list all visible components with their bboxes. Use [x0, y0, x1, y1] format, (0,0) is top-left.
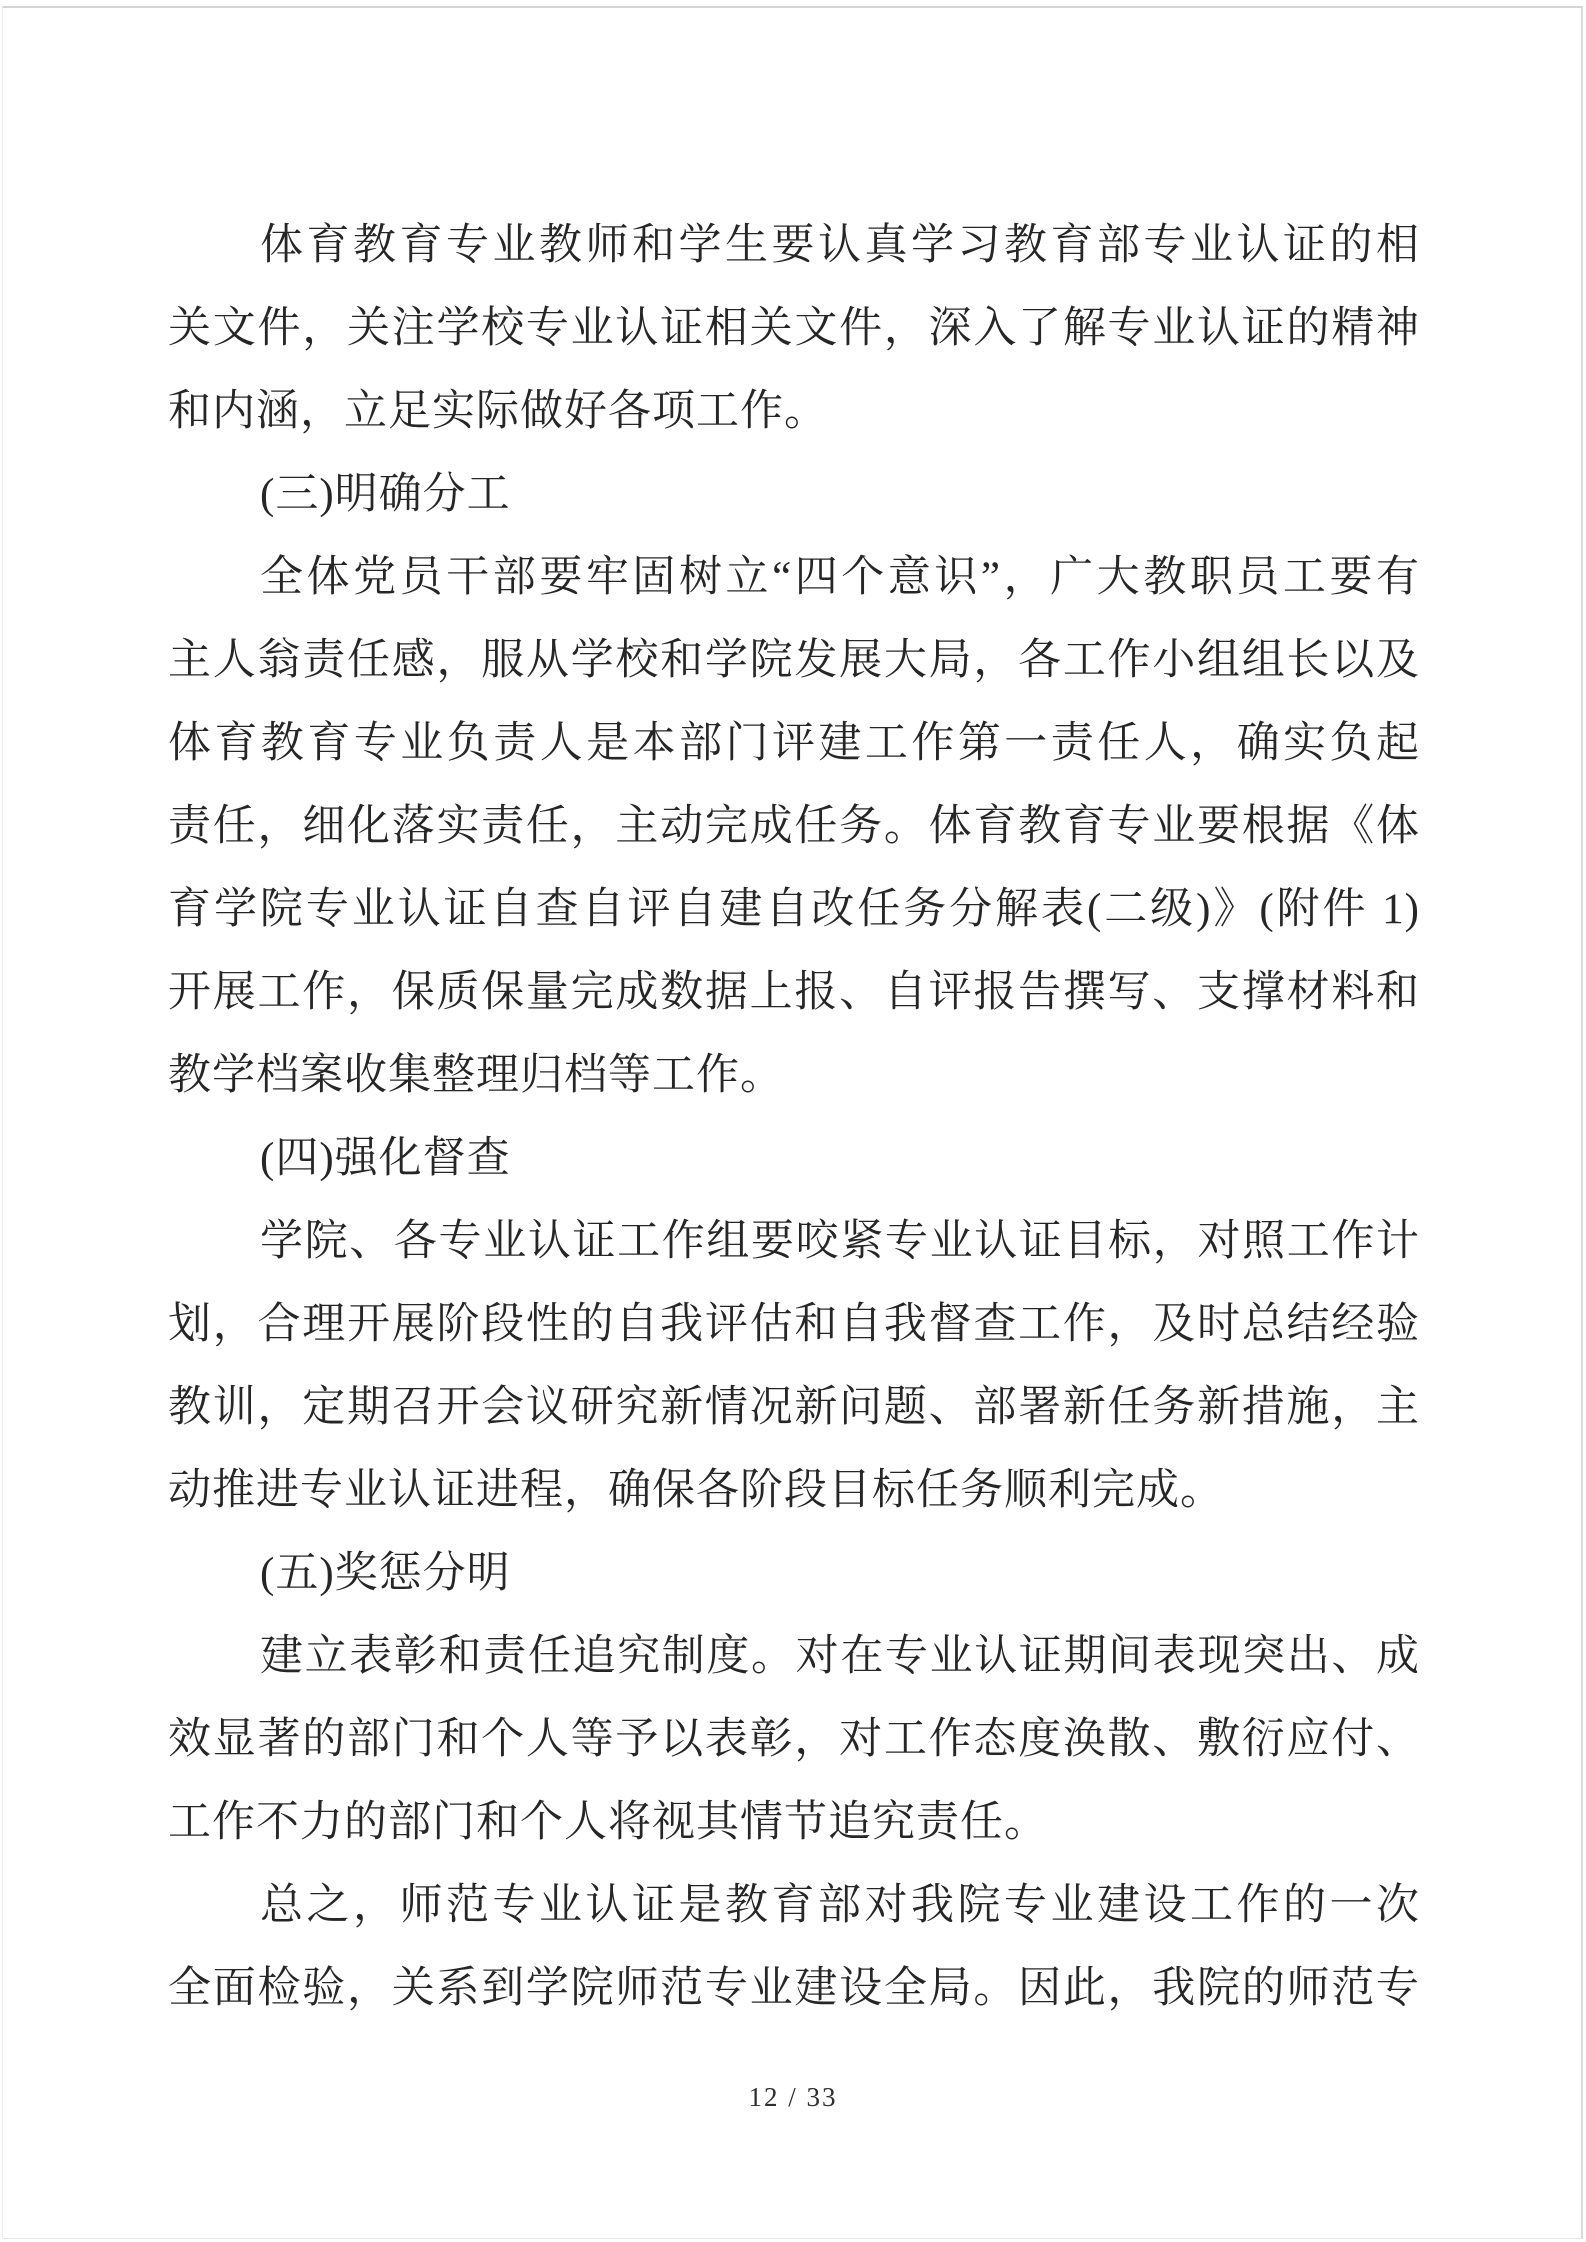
paragraph-first-line: 总之，师范专业认证是教育部对我院专业建设工作的一次: [260, 1882, 1420, 1929]
paragraph-first-line: 建立表彰和责任追究制度。对在专业认证期间表现突出、成: [260, 1633, 1420, 1680]
text-line: 开展工作，保质保量完成数据上报、自评报告撰写、支撑材料和: [168, 969, 1420, 1016]
paragraph-last-line: 和内涵，立足实际做好各项工作。: [168, 388, 828, 435]
text-line: 效显著的部门和个人等予以表彰，对工作态度涣散、敷衍应付、: [168, 1716, 1420, 1763]
paragraph-first-line: 体育教育专业教师和学生要认真学习教育部专业认证的相: [260, 222, 1420, 269]
paragraph-last-line: 动推进专业认证进程，确保各阶段目标任务顺利完成。: [168, 1467, 1224, 1514]
section-heading: (四)强化督查: [260, 1135, 511, 1182]
paragraph-last-line: 教学档案收集整理归档等工作。: [168, 1052, 784, 1099]
paragraph-first-line: 全体党员干部要牢固树立“四个意识”，广大教职员工要有: [260, 554, 1420, 601]
paragraph-first-line: 学院、各专业认证工作组要咬紧专业认证目标，对照工作计: [260, 1218, 1420, 1265]
text-line: 体育教育专业负责人是本部门评建工作第一责任人，确实负起: [168, 720, 1420, 767]
text-line: 育学院专业认证自查自评自建自改任务分解表(二级)》(附件 1): [168, 886, 1420, 933]
document-body: [168, 204, 1420, 2030]
section-heading: (三)明确分工: [260, 471, 511, 518]
section-heading: (五)奖惩分明: [260, 1550, 511, 1597]
page-number: 12 / 33: [748, 2082, 838, 2112]
text-line: 划，合理开展阶段性的自我评估和自我督查工作，及时总结经验: [168, 1301, 1420, 1348]
paragraph-last-line: 工作不力的部门和个人将视其情节追究责任。: [168, 1799, 1048, 1846]
text-line: 全面检验，关系到学院师范专业建设全局。因此，我院的师范专: [168, 1965, 1420, 2012]
text-line: 责任，细化落实责任，主动完成任务。体育教育专业要根据《体: [168, 803, 1420, 850]
text-line: 关文件，关注学校专业认证相关文件，深入了解专业认证的精神: [168, 305, 1420, 352]
text-line: 主人翁责任感，服从学校和学院发展大局，各工作小组组长以及: [168, 637, 1420, 684]
text-line: 教训，定期召开会议研究新情况新问题、部署新任务新措施，主: [168, 1384, 1420, 1431]
